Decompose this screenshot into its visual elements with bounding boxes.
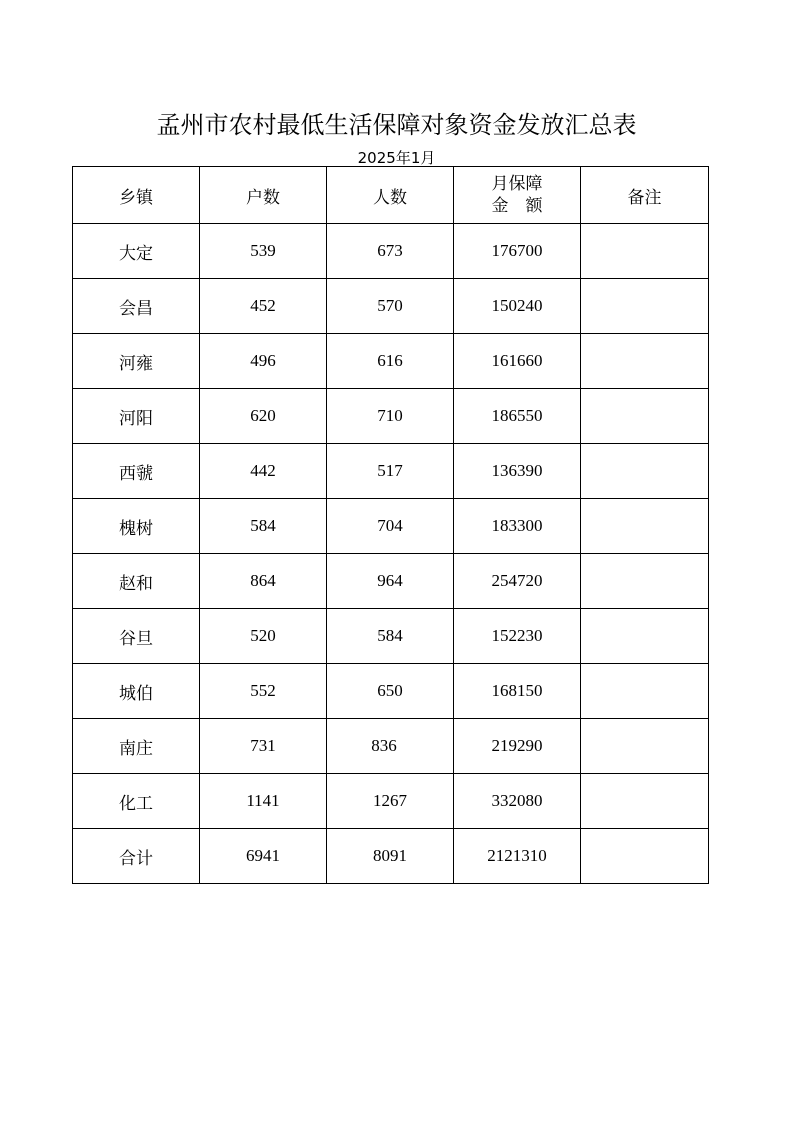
cell-amount: 332080 xyxy=(454,774,581,829)
cell-town: 河雍 xyxy=(73,334,200,389)
cell-amount: 150240 xyxy=(454,279,581,334)
table-row xyxy=(73,499,709,554)
cell-amount: 254720 xyxy=(454,554,581,609)
cell-total-remarks xyxy=(581,829,709,884)
cell-households: 731 xyxy=(200,719,327,774)
cell-town: 城伯 xyxy=(73,664,200,719)
page-title: 孟州市农村最低生活保障对象资金发放汇总表 xyxy=(156,111,637,139)
table-row xyxy=(73,444,709,499)
cell-people: 570 xyxy=(327,279,454,334)
cell-town: 谷旦 xyxy=(73,609,200,664)
table-header-row xyxy=(73,167,709,224)
cell-town: 大定 xyxy=(73,224,200,279)
cell-people: 616 xyxy=(327,334,454,389)
cell-remarks xyxy=(581,774,709,829)
table-row xyxy=(73,334,709,389)
cell-town: 赵和 xyxy=(73,554,200,609)
header-monthly-amount xyxy=(454,167,581,224)
cell-amount: 219290 xyxy=(454,719,581,774)
header-town: 乡镇 xyxy=(73,167,200,224)
header-people: 人数 xyxy=(327,167,454,224)
cell-people: 710 xyxy=(327,389,454,444)
cell-households: 520 xyxy=(200,609,327,664)
table-row xyxy=(73,774,709,829)
cell-town: 河阳 xyxy=(73,389,200,444)
cell-town: 会昌 xyxy=(73,279,200,334)
cell-remarks xyxy=(581,389,709,444)
cell-total-amount: 2121310 xyxy=(454,829,581,884)
header-monthly-amount-line2: 金 额 xyxy=(491,196,543,216)
cell-households: 864 xyxy=(200,554,327,609)
cell-remarks xyxy=(581,279,709,334)
table-row xyxy=(73,664,709,719)
cell-people: 673 xyxy=(327,224,454,279)
cell-town: 槐树 xyxy=(73,499,200,554)
header-monthly-amount-line1: 月保障 xyxy=(491,174,543,194)
cell-households: 552 xyxy=(200,664,327,719)
cell-people: 964 xyxy=(327,554,454,609)
table-row xyxy=(73,609,709,664)
cell-total-label: 合计 xyxy=(73,829,200,884)
cell-people-value: 836 xyxy=(371,736,397,755)
table-row xyxy=(73,389,709,444)
cell-amount: 176700 xyxy=(454,224,581,279)
cell-remarks xyxy=(581,334,709,389)
cell-people: 1267 xyxy=(327,774,454,829)
report-period: 2025年1月 xyxy=(357,149,436,167)
cell-remarks xyxy=(581,554,709,609)
summary-table xyxy=(72,166,709,884)
header-households: 户数 xyxy=(200,167,327,224)
cell-people: 584 xyxy=(327,609,454,664)
cell-amount: 168150 xyxy=(454,664,581,719)
cell-people xyxy=(327,719,454,774)
cell-people: 650 xyxy=(327,664,454,719)
table-row xyxy=(73,224,709,279)
cell-households: 452 xyxy=(200,279,327,334)
cell-people: 704 xyxy=(327,499,454,554)
cell-remarks xyxy=(581,444,709,499)
cell-amount: 186550 xyxy=(454,389,581,444)
table-row xyxy=(73,719,709,774)
cell-households: 584 xyxy=(200,499,327,554)
cell-households: 442 xyxy=(200,444,327,499)
cell-remarks xyxy=(581,664,709,719)
table-row xyxy=(73,279,709,334)
cell-remarks xyxy=(581,609,709,664)
table-row xyxy=(73,554,709,609)
cell-town: 化工 xyxy=(73,774,200,829)
header-remarks: 备注 xyxy=(581,167,709,224)
cell-people: 517 xyxy=(327,444,454,499)
cell-amount: 136390 xyxy=(454,444,581,499)
cell-households: 496 xyxy=(200,334,327,389)
table-total-row xyxy=(73,829,709,884)
cell-households: 539 xyxy=(200,224,327,279)
cell-households: 1141 xyxy=(200,774,327,829)
cell-households: 620 xyxy=(200,389,327,444)
cell-total-households: 6941 xyxy=(200,829,327,884)
cell-remarks xyxy=(581,499,709,554)
cell-total-people: 8091 xyxy=(327,829,454,884)
cell-remarks xyxy=(581,224,709,279)
cell-remarks xyxy=(581,719,709,774)
cell-amount: 183300 xyxy=(454,499,581,554)
cell-town: 西虢 xyxy=(73,444,200,499)
cell-amount: 152230 xyxy=(454,609,581,664)
cell-town: 南庄 xyxy=(73,719,200,774)
cell-amount: 161660 xyxy=(454,334,581,389)
